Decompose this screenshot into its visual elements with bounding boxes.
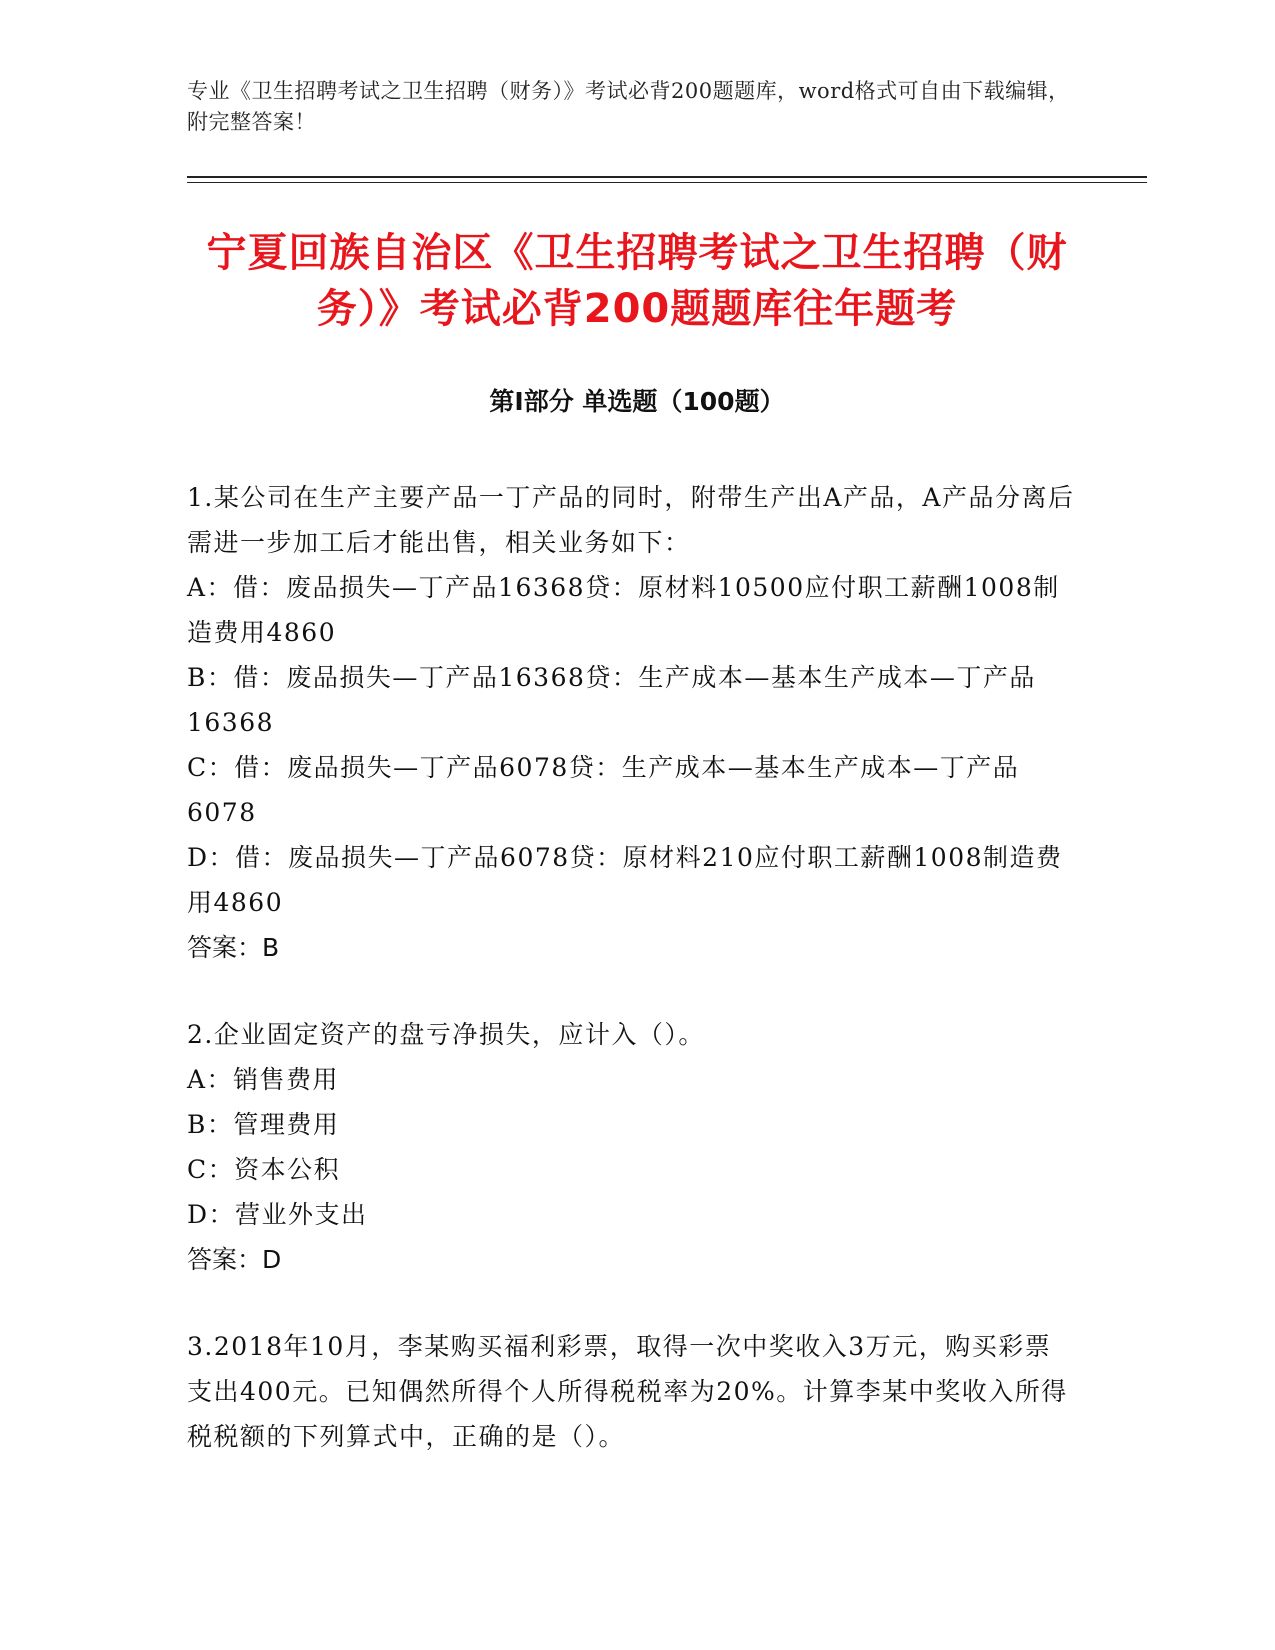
question-list <box>187 475 1077 1501</box>
option-b: B：借：废品损失—丁产品16368贷：生产成本—基本生产成本—丁产品16368 <box>187 663 1036 737</box>
document-title: 宁夏回族自治区《卫生招聘考试之卫生招聘（财务）》考试必背200题题库往年题考 <box>206 230 1068 332</box>
header-note: 专业《卫生招聘考试之卫生招聘（财务）》考试必背200题题库，word格式可自由下载编辑，附完整答案！ <box>187 79 1070 134</box>
option-a: A：借：废品损失—丁产品16368贷：原材料10500应付职工薪酬1008制造费用4860 <box>187 573 1060 647</box>
option-b: B：管理费用 <box>187 1110 340 1139</box>
question-stem: 1.某公司在生产主要产品一丁产品的同时，附带生产出A产品，A产品分离后需进一步加工后才能出售，相关业务如下： <box>187 483 1075 557</box>
question-3 <box>187 1324 1077 1459</box>
option-d: D：营业外支出 <box>187 1200 368 1229</box>
option-c: C：借：废品损失—丁产品6078贷：生产成本—基本生产成本—丁产品6078 <box>187 753 1020 827</box>
question-1 <box>187 475 1077 970</box>
answer-line: 答案：B <box>187 933 280 962</box>
option-d: D：借：废品损失—丁产品6078贷：原材料210应付职工薪酬1008制造费用4860 <box>187 843 1063 917</box>
section-heading: 第Ⅰ部分 单选题（100题） <box>489 387 785 416</box>
header-divider-thick <box>187 176 1147 178</box>
option-c: C：资本公积 <box>187 1155 341 1184</box>
question-2 <box>187 1012 1077 1282</box>
question-stem: 2.企业固定资产的盘亏净损失，应计入（）。 <box>187 1020 705 1049</box>
answer-line: 答案：D <box>187 1245 282 1274</box>
header-divider-thin <box>187 182 1147 183</box>
question-stem: 3.2018年10月，李某购买福利彩票，取得一次中奖收入3万元，购买彩票支出400元。已知偶然所得个人所得税税率为20%。计算李某中奖收入所得税税额的下列算式中，正确的是（）。 <box>187 1332 1068 1451</box>
option-a: A：销售费用 <box>187 1065 340 1094</box>
